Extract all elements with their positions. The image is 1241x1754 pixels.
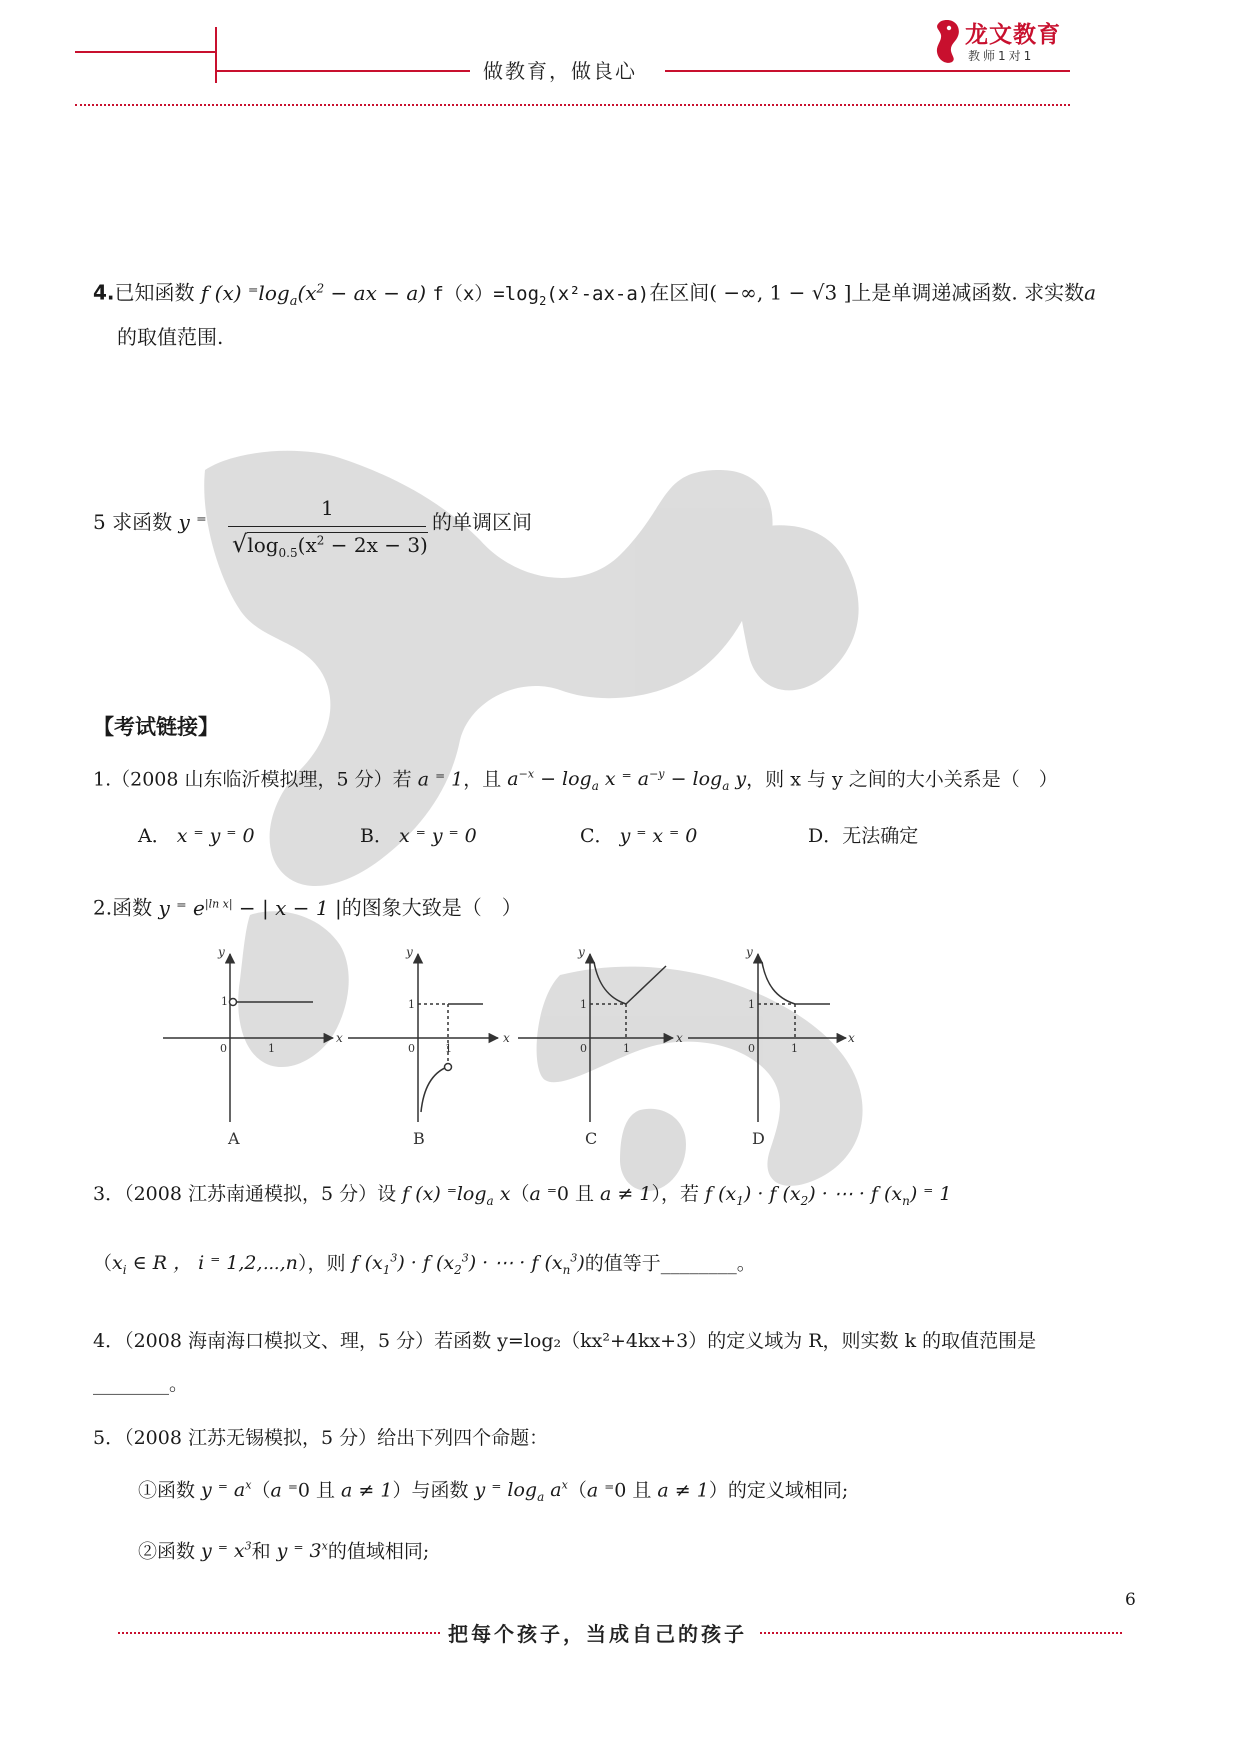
graph-label-b: B <box>413 1129 425 1148</box>
svg-text:y: y <box>746 945 753 959</box>
logo-name: 龙文教育 <box>965 22 1061 48</box>
header-rule-mid <box>217 70 470 72</box>
svg-text:0: 0 <box>748 1042 755 1055</box>
brand-logo <box>932 16 1072 66</box>
option-c: C． y ⁼ x ⁼ 0 <box>580 825 698 847</box>
graph-a <box>163 945 343 1148</box>
q5-numerator: 1 <box>321 496 334 520</box>
svg-text:1: 1 <box>408 998 415 1011</box>
page-number: 6 <box>1125 1590 1136 1610</box>
svg-text:x: x <box>503 1031 510 1045</box>
exam-q5-item1: ①函数 y ⁼ $a^x(a$ ⁼0 且 a ≠ 1）与函数 y ⁼ $\log_a a^x(a$ ⁼0 且 a ≠ 1）的定义域相同; <box>138 1479 849 1505</box>
exam-q4-line1: 4．（2008 海南海口模拟文、理，5 分）若函数 y=log₂（kx²+4kx+3）的定义域为 R，则实数 k 的取值范围是 <box>93 1330 1037 1352</box>
question-5: 5 求函数 y ⁼ <box>93 510 207 534</box>
svg-text:1: 1 <box>445 1042 452 1055</box>
q4-prefix: 已知函数 <box>114 280 195 305</box>
exam-section-title: 【考试链接】 <box>93 715 219 739</box>
svg-text:1: 1 <box>221 995 228 1008</box>
svg-text:y: y <box>218 945 225 959</box>
question-4-line2: 的取值范围. <box>117 325 224 349</box>
exam-q3-line2: （$x_i$ ∈ R ， i ⁼ 1,2,⋯,n），则 f $(x_1^3) \cdot f$ $(x_2^3)$ · ⋯ · f $(x_n^3)$的值等于________。 <box>93 1252 756 1278</box>
q5-suffix: 的单调区间 <box>432 510 532 534</box>
header-tick <box>215 27 217 83</box>
svg-text:0: 0 <box>220 1042 227 1055</box>
footer-slogan: 把每个孩子，当成自己的孩子 <box>448 1622 747 1646</box>
header-slogan: 做教育，做良心 <box>483 59 637 83</box>
exam-q3-line1: 3．（2008 江苏南通模拟，5 分）设 f (x) $^=\log_a$ x（a ⁼0 且 a ≠ 1），若 f $(x_1) \cdot f$ $(x_2)$ · ⋯ · f $(x_n)$ ⁼ 1 <box>93 1183 952 1208</box>
logo-subtitle: 教师1对1 <box>968 49 1035 63</box>
exam-q1: 1.（2008 山东临沂模拟理，5 分）若 a ⁼ 1，且 $a^{-x} - \log_a x$ ⁼ $a^{-y} - \log_a y$，则 x 与 y 之间的大小关系是（ ） <box>93 768 1058 794</box>
svg-text:0: 0 <box>408 1042 415 1055</box>
graph-label-a: A <box>228 1129 240 1148</box>
svg-text:x: x <box>676 1031 683 1045</box>
graph-label-c: C <box>585 1129 598 1148</box>
graph-c <box>518 945 683 1148</box>
q2-graphs <box>158 942 878 1152</box>
question-number: 5 <box>93 510 106 534</box>
q5-fraction <box>228 494 428 564</box>
q4-formula: f (x) $^=\log_a(x^2$ − ax − a) <box>200 280 427 309</box>
svg-text:x: x <box>848 1031 855 1045</box>
svg-text:y: y <box>578 945 585 959</box>
q4-formula-text: $f(x)=\log_2(x^2-ax-a)$ <box>432 282 650 308</box>
svg-text:1: 1 <box>791 1042 798 1055</box>
exam-q4-line2: ________。 <box>93 1373 189 1395</box>
header-dotted-line <box>75 104 1070 106</box>
q4-interval: ( −∞, 1 − √3 ] <box>709 280 852 305</box>
question-4 <box>93 274 1096 316</box>
option-a: A． x ⁼ y ⁼ 0 <box>138 825 255 847</box>
svg-text:y: y <box>406 945 413 959</box>
q4-suffix: 上是单调递减函数. 求实数 <box>851 280 1085 305</box>
q4-var-a: a <box>1084 280 1097 305</box>
header-rule-left <box>75 51 215 53</box>
exam-q2: 2.函数 y ⁼ $e^{|ln x|}$ − | x − 1 |的图象大致是（ ） <box>93 895 522 920</box>
dragon-logo-icon <box>932 18 962 64</box>
option-d: D．无法确定 <box>808 825 919 847</box>
svg-text:x: x <box>336 1031 343 1045</box>
exam-q5-item2: ②函数 y ⁼ $x^3$和 y ⁼ 3$^x$的值域相同; <box>138 1540 430 1563</box>
q5-denominator: $√\log_{0.5}(x^2 - 2x - 3)$ <box>232 530 428 560</box>
footer-dotted-left <box>118 1632 440 1634</box>
header-rule-right <box>665 70 1070 72</box>
fraction-bar <box>228 526 426 527</box>
footer-dotted-right <box>760 1632 1122 1634</box>
svg-text:1: 1 <box>580 998 587 1011</box>
svg-text:1: 1 <box>748 998 755 1011</box>
graph-d <box>688 945 855 1148</box>
question-number: 4. <box>93 280 115 305</box>
graph-b <box>348 945 510 1148</box>
graph-label-d: D <box>752 1129 765 1148</box>
svg-text:1: 1 <box>268 1042 275 1055</box>
svg-text:0: 0 <box>580 1042 587 1055</box>
exam-q5-line1: 5．（2008 江苏无锡模拟，5 分）给出下列四个命题： <box>93 1427 549 1449</box>
option-b: B． x ⁼ y ⁼ 0 <box>360 825 477 847</box>
q4-interval-label: 在区间 <box>649 280 710 305</box>
svg-text:1: 1 <box>623 1042 630 1055</box>
